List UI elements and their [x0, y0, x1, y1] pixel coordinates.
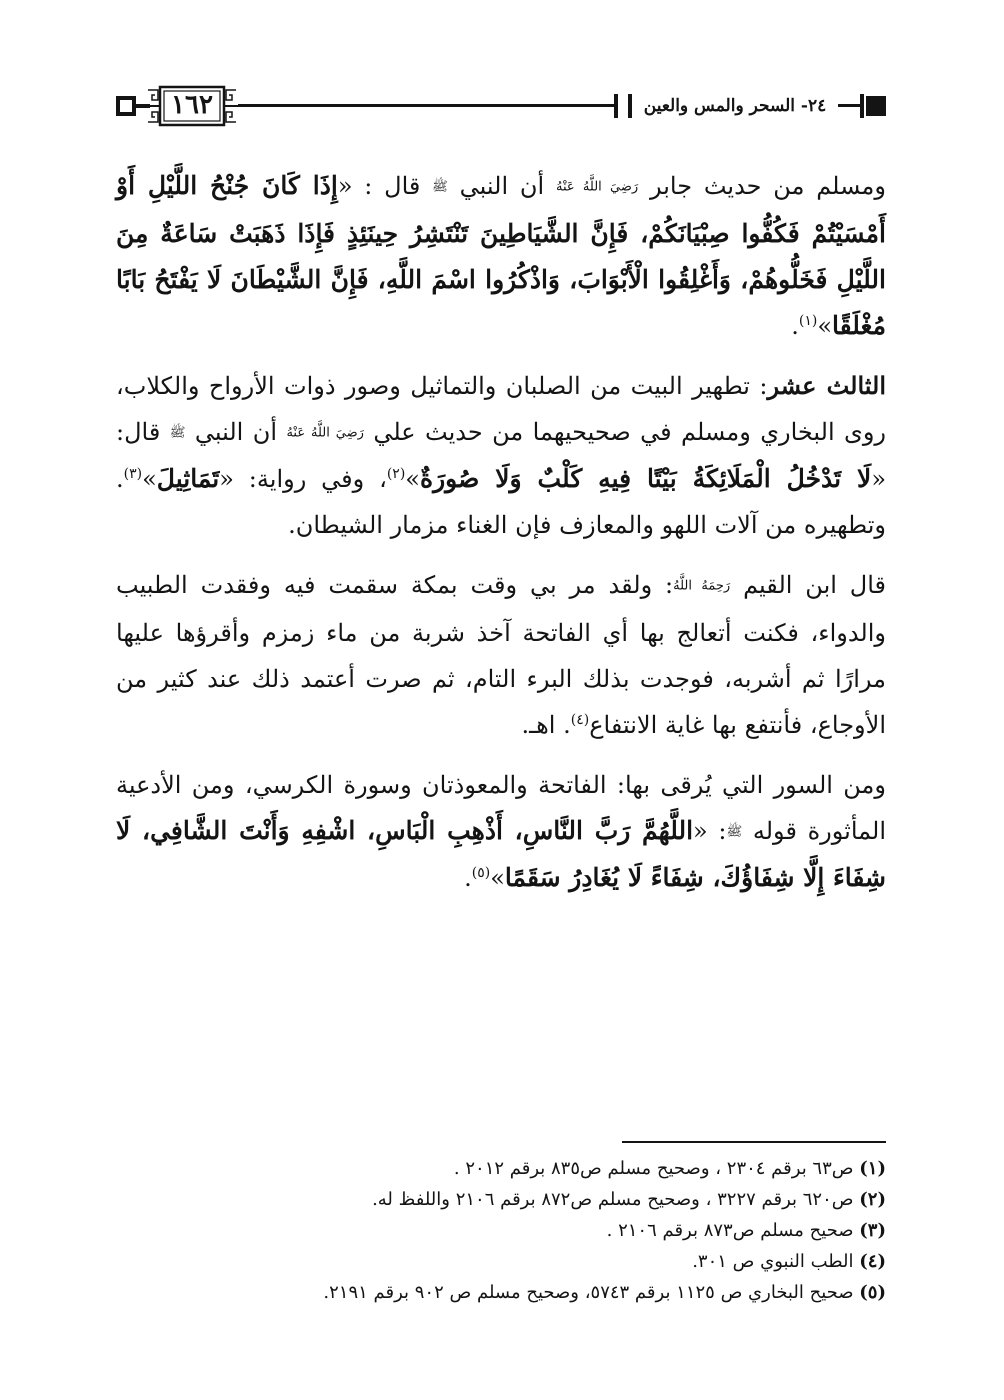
footnote-text: الطب النبوي ص ٣٠١.	[692, 1251, 854, 1272]
honorific: ﷺ	[169, 425, 186, 440]
page-number-frame	[146, 84, 238, 128]
footnote-separator	[622, 1141, 886, 1143]
footnote-text: صحيح مسلم ص٨٧٣ برقم ٢١٠٦ .	[606, 1220, 854, 1241]
text-run: ، وفي رواية: «	[219, 465, 387, 493]
text-run: . وتطهيره من آلات اللهو والمعازف فإن الغناء مزمار الشيطان.	[116, 465, 886, 539]
footnote-5	[116, 1277, 886, 1308]
page-header	[116, 84, 886, 128]
quote-close: »	[490, 864, 505, 892]
footnote-ref[interactable]: (٢)	[386, 466, 406, 482]
main-text	[116, 163, 886, 901]
footnote-number: (٣)	[859, 1220, 886, 1241]
footnotes	[116, 1153, 886, 1308]
text-run: ومن السور التي يُرقى بها: الفاتحة والمعوذتان وسورة الكرسي، ومن الأدعية المأثورة قوله	[116, 770, 886, 845]
honorific: رَضِيَ اللَّهُ عَنْهُ	[555, 179, 639, 195]
footnote-ref[interactable]: (١)	[798, 312, 818, 329]
text-run: .	[464, 864, 472, 892]
footnote-ref[interactable]: (٥)	[471, 865, 491, 881]
text-run: قال ابن القيم	[730, 571, 887, 599]
hadith-text: تَمَاثِيلَ	[156, 464, 220, 493]
text-run: . اهـ.	[521, 710, 571, 739]
section-label: الثالث عشر	[767, 370, 886, 400]
footnote-number: (٥)	[859, 1282, 886, 1303]
right-ornament-block	[866, 96, 886, 116]
footnote-1	[116, 1153, 886, 1184]
text-run: : تطهير البيت من الصلبان والتماثيل وصور ذوات الأرواح والكلاب، روى البخاري ومسلم في صحيحيهما من حديث علي	[116, 371, 886, 446]
text-run: .	[791, 311, 799, 340]
title-left-bar	[860, 94, 864, 118]
hadith-text: اللَّهُمَّ رَبَّ النَّاسِ، أَذْهِبِ الْبَاسِ، اشْفِهِ وَأَنْتَ الشَّافِي، لَا شِفَاءَ إِلَّا شِفَاؤُكَ، شِفَاءً لَا يُغَادِرُ سَقَمًا	[116, 815, 886, 892]
text-run: : ولقد مر بي وقت بمكة سقمت فيه وفقدت الطبيب والدواء، فكنت أتعالج بها أي الفاتحة آخذ شربة من ماء زمزم وأقرؤها عليها مرارًا ثم أشربه، فوجدت بذلك البرء التام، ثم صرت أعتمد ذلك عند كثير من الأوجاع، فأنتفع بها غاية الانتفاع	[116, 571, 886, 739]
footnote-ref[interactable]: (٤)	[570, 711, 590, 728]
running-title: ٢٤- السحر والمس والعين	[632, 92, 838, 120]
text-run: قال: «	[116, 417, 886, 493]
honorific: رَضِيَ اللَّهُ عَنْهُ	[286, 425, 364, 440]
quote-close: »	[817, 311, 832, 340]
paragraph-4	[116, 762, 886, 902]
quote-close: »	[405, 465, 420, 493]
footnote-text: ص٦٢٠ برقم ٣٢٢٧ ، وصحيح مسلم ص٨٧٢ برقم ٢١٠٦ واللفظ له.	[372, 1189, 854, 1210]
honorific: رَحِمَهُ اللَّهُ	[673, 578, 731, 594]
middle-header-rule	[238, 104, 618, 107]
footnote-ref[interactable]: (٣)	[123, 466, 143, 482]
page-number: ١٦٢	[171, 90, 213, 120]
honorific: ﷺ	[726, 824, 743, 839]
left-ornament-square	[116, 96, 136, 116]
text-run: قال : «	[337, 172, 433, 200]
text-run: أن النبي	[447, 172, 556, 200]
paragraph-3	[116, 562, 886, 748]
text-run: ومسلم من حديث جابر	[638, 172, 886, 200]
footnote-text: ص٦٣ برقم ٢٣٠٤ ، وصحيح مسلم ص٨٣٥ برقم ٢٠١٢ .	[453, 1158, 854, 1179]
footnote-number: (٤)	[859, 1251, 886, 1272]
paragraph-1	[116, 163, 886, 349]
footnote-number: (١)	[859, 1158, 886, 1179]
footnote-3	[116, 1215, 886, 1246]
paragraph-2	[116, 363, 886, 549]
quote-close: »	[142, 465, 157, 493]
footnote-text: صحيح البخاري ص ١١٢٥ برقم ٥٧٤٣، وصحيح مسلم ص ٩٠٢ برقم ٢١٩١.	[323, 1282, 854, 1303]
hadith-text: إِذَا كَانَ جُنْحُ اللَّيْلِ أَوْ أَمْسَيْتُمْ فَكُفُّوا صِبْيَانَكُمْ، فَإِنَّ الشَّيَاطِينَ تَنْتَشِرُ حِينَئِذٍ فَإِذَا ذَهَبَتْ سَاعَةٌ مِنَ اللَّيْلِ فَخَلُّوهُمْ، وَأَغْلِقُوا الْأَبْوَابَ، وَاذْكُرُوا اسْمَ اللَّهِ، فَإِنَّ الشَّيْطَانَ لَا يَفْتَحُ بَابًا مُغْلَقًا	[116, 171, 886, 340]
text-run: أن النبي	[185, 417, 287, 446]
footnote-2	[116, 1184, 886, 1215]
middle-header-rule-end	[614, 94, 618, 118]
honorific: ﷺ	[432, 179, 448, 195]
hadith-text: لَا تَدْخُلُ الْمَلَائِكَةُ بَيْتًا فِيهِ كَلْبٌ وَلَا صُورَةٌ	[419, 464, 872, 493]
footnote-number: (٢)	[859, 1189, 886, 1210]
text-run: : «	[693, 816, 727, 845]
footnote-4	[116, 1246, 886, 1277]
